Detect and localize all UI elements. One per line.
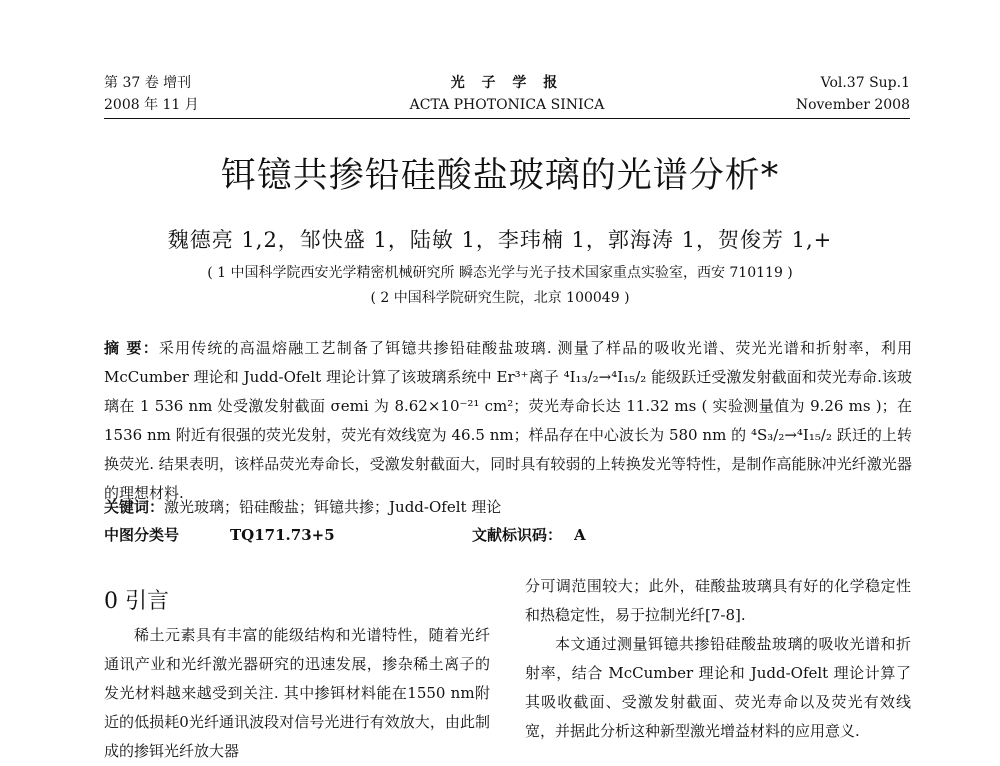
header-date-cn: 2008 年 11 月: [104, 97, 199, 113]
running-header: [104, 74, 910, 120]
section-heading: 0 引言: [104, 589, 169, 614]
body-column-left: [104, 621, 490, 766]
header-volume-cn: 第 37 卷 增刊: [104, 75, 192, 91]
doc-code-value: A: [574, 526, 586, 544]
keywords: [104, 497, 912, 517]
clc-label: 中图分类号: [104, 526, 180, 544]
body-column-right: [525, 572, 911, 746]
intro-paragraph: 稀土元素具有丰富的能级结构和光谱特性，随着光纤通讯产业和光纤激光器研究的迅速发展，掺杂稀土离子的发光材料越来越受到关注. 其中掺铒材料能在1550 nm附近的低损耗0光纤通讯波段对信号光进行有效放大，由此制成的掺铒光纤放大器: [104, 626, 490, 760]
classification-line: [104, 525, 912, 545]
header-journal-en: ACTA PHOTONICA SINICA: [409, 97, 605, 113]
right-paragraph-1: 分可调范围较大；此外，硅酸盐玻璃具有好的化学稳定性和热稳定性，易于拉制光纤[7-8].: [525, 577, 911, 624]
header-divider: [104, 118, 910, 119]
right-paragraph-2: 本文通过测量铒镱共掺铅硅酸盐玻璃的吸收光谱和折射率，结合 McCumber 理论和 Judd-Ofelt 理论计算了其吸收截面、受激发射截面、荧光寿命以及荧光有效线宽，并据此分析这种新型激光增益材料的应用意义.: [525, 635, 911, 740]
header-volume-en: Vol.37 Sup.1: [820, 75, 910, 91]
keywords-text: 激光玻璃；铅硅酸盐；铒镱共掺；Judd-Ofelt 理论: [164, 498, 502, 516]
affiliation-2: ( 2 中国科学院研究生院，北京 100049 ): [370, 290, 630, 306]
abstract: [104, 334, 912, 508]
abstract-label: 摘 要：: [104, 339, 159, 357]
doc-code-label: 文献标识码：: [472, 526, 563, 544]
abstract-text: 采用传统的高温熔融工艺制备了铒镱共掺铅硅酸盐玻璃. 测量了样品的吸收光谱、荧光光谱和折射率，利用 McCumber 理论和 Judd-Ofelt 理论计算了该玻璃系统中 Er³⁺离子 ⁴I₁₃/₂→⁴I₁₅/₂ 能级跃迁受激发射截面和荧光寿命.该玻璃在 1 536 nm 处受激发射截面 σemi 为 8.62×10⁻²¹ cm²；荧光寿命长达 11.32 ms ( 实验测量值为 9.26 ms )；在 1536 nm 附近有很强的荧光发射，荧光有效线宽为 46.5 nm；样品存在中心波长为 580 nm 的 ⁴S₃/₂→⁴I₁₅/₂ 跃迁的上转换荧光. 结果表明，该样品荧光寿命长，受激发射截面大，同时具有较弱的上转换发光等特性，是制作高能脉冲光纤激光器的理想材料.: [104, 339, 912, 502]
clc-value: TQ171.73+5: [230, 526, 335, 544]
affiliation-1: ( 1 中国科学院西安光学精密机械研究所 瞬态光学与光子技术国家重点实验室，西安 710119 ): [207, 265, 793, 281]
header-date-en: November 2008: [795, 97, 910, 113]
paper-title: 铒镱共掺铅硅酸盐玻璃的光谱分析*: [220, 156, 780, 196]
keywords-label: 关键词：: [104, 498, 165, 516]
author-list: 魏德亮 1,2，邹快盛 1，陆敏 1，李玮楠 1，郭海涛 1，贺俊芳 1,+: [167, 228, 833, 252]
header-journal-cn: 光 子 学 报: [450, 75, 564, 91]
